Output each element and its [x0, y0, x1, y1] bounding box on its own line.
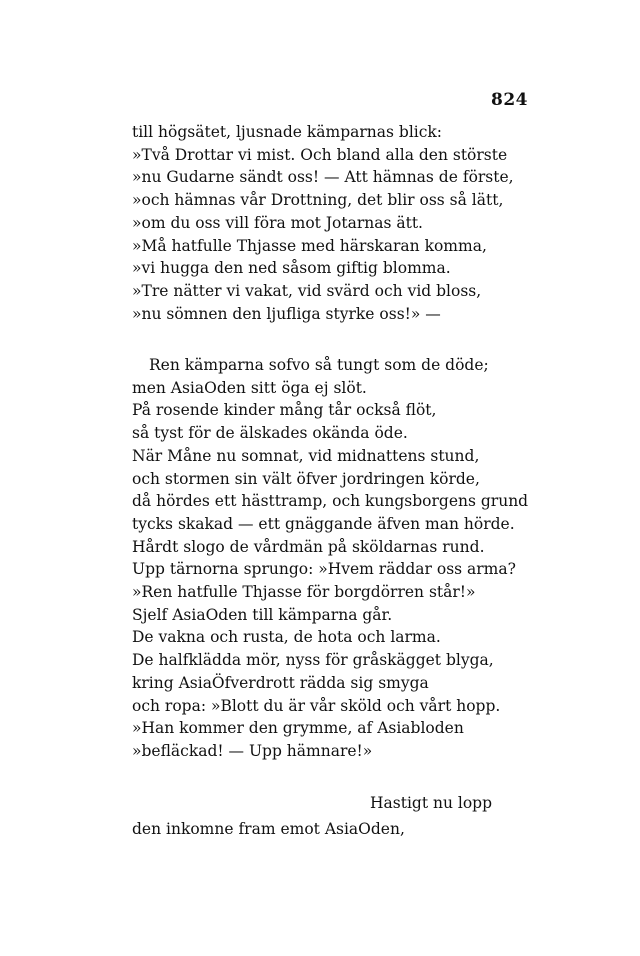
verse-line: På rosende kinder mång tår också flöt, [132, 401, 437, 420]
verse-line: och ropa: »Blott du är vår sköld och vårt hopp. [132, 696, 501, 715]
stanza-1 [132, 121, 512, 325]
verse-line: »nu sömnen den ljufliga styrke oss!» — [132, 304, 441, 323]
verse-line: »Ren hatfulle Thjasse för borgdörren står!» [132, 583, 476, 602]
page-number: 824 [491, 90, 528, 110]
verse-line: »nu Gudarne sändt oss! — Att hämnas de förste, [132, 168, 514, 187]
verse-line: »och hämnas vår Drottning, det blir oss så lätt, [132, 191, 504, 210]
verse-line: »befläckad! — Upp hämnare!» [132, 741, 373, 760]
verse-line: »vi hugga den ned såsom giftig blomma. [132, 259, 451, 278]
verse-line: Hastigt nu lopp [370, 794, 493, 812]
verse-line: De vakna och rusta, de hota och larma. [132, 628, 441, 647]
verse-line: »Han kommer den grymme, af Asiabloden [132, 719, 464, 738]
verse-line: När Måne nu somnat, vid midnattens stund, [132, 446, 480, 465]
verse-line: kring AsiaÖfverdrott rädda sig smyga [132, 673, 429, 692]
verse-line: »om du oss vill föra mot Jotarnas ätt. [132, 213, 423, 232]
verse-line: den inkomne fram emot AsiaOden, [132, 820, 405, 838]
verse-line: »Två Drottar vi mist. Och bland alla den störste [132, 145, 508, 164]
verse-line: Hårdt slogo de vårdmän på sköldarnas rund. [132, 537, 485, 556]
verse-line: då hördes ett hästtramp, och kungsborgens grund [132, 492, 529, 511]
verse-line: »Tre nätter vi vakat, vid svärd och vid bloss, [132, 281, 482, 300]
verse-line: »Må hatfulle Thjasse med härskaran komma, [132, 236, 487, 255]
verse-line: till högsätet, ljusnade kämparnas blick: [132, 123, 443, 141]
stanza-2 [132, 354, 529, 763]
verse-line: men AsiaOden sitt öga ej slöt. [132, 378, 367, 397]
verse-line: Ren kämparna sofvo så tungt som de döde; [149, 356, 489, 374]
verse-line: och stormen sin vält öfver jordringen körde, [132, 469, 480, 488]
verse-line: De halfklädda mör, nyss för gråskägget blyga, [132, 651, 494, 670]
verse-line: tycks skakad — ett gnäggande äfven man hörde. [132, 514, 515, 533]
verse-line: så tyst för de älskades okända öde. [132, 424, 408, 443]
verse-line: Sjelf AsiaOden till kämparna går. [132, 605, 393, 624]
verse-line: Upp tärnorna sprungo: »Hvem räddar oss arma? [132, 560, 516, 579]
